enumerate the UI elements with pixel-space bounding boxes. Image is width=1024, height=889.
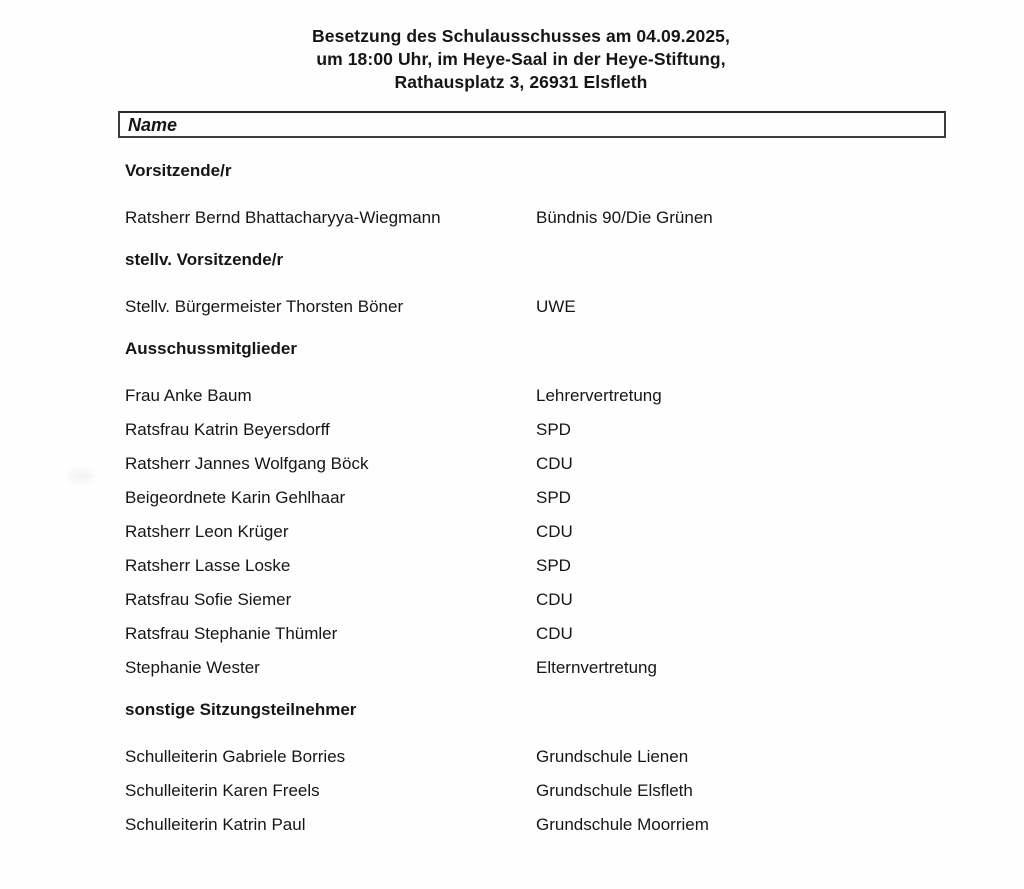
participant-name: Ratsfrau Katrin Beyersdorff bbox=[125, 420, 330, 439]
roster-section bbox=[0, 340, 1024, 677]
participant-name: Ratsherr Jannes Wolfgang Böck bbox=[125, 454, 369, 473]
document-title-line-1: Besetzung des Schulausschusses am 04.09.2025, bbox=[312, 26, 730, 46]
participant-row bbox=[125, 523, 1024, 541]
document-title-line-3: Rathausplatz 3, 26931 Elsfleth bbox=[394, 72, 648, 92]
participant-name: Beigeordnete Karin Gehlhaar bbox=[125, 488, 346, 507]
participant-list bbox=[0, 162, 1024, 834]
participant-row bbox=[125, 489, 1024, 507]
participant-name: Stellv. Bürgermeister Thorsten Böner bbox=[125, 297, 404, 316]
roster-section bbox=[0, 701, 1024, 834]
participant-row bbox=[125, 387, 1024, 405]
participant-row bbox=[125, 625, 1024, 643]
participant-affiliation: Grundschule Elsfleth bbox=[536, 781, 693, 800]
participant-affiliation: SPD bbox=[536, 488, 571, 507]
section-heading: stellv. Vorsitzende/r bbox=[125, 250, 284, 269]
table-header-label: Name bbox=[128, 114, 178, 135]
participant-name: Frau Anke Baum bbox=[125, 386, 252, 405]
participant-affiliation: CDU bbox=[536, 590, 573, 609]
table-header-box bbox=[118, 111, 946, 138]
participant-row bbox=[125, 421, 1024, 439]
participant-affiliation: SPD bbox=[536, 556, 571, 575]
participant-affiliation: CDU bbox=[536, 454, 573, 473]
participant-row bbox=[125, 748, 1024, 766]
section-rows bbox=[0, 298, 1024, 316]
participant-affiliation: CDU bbox=[536, 624, 573, 643]
participant-affiliation: Lehrervertretung bbox=[536, 386, 662, 405]
participant-name: Stephanie Wester bbox=[125, 658, 260, 677]
document-title-line-2: um 18:00 Uhr, im Heye-Saal in der Heye-Stiftung, bbox=[316, 49, 726, 69]
participant-name: Schulleiterin Karen Freels bbox=[125, 781, 320, 800]
participant-name: Schulleiterin Katrin Paul bbox=[125, 815, 306, 834]
participant-row bbox=[125, 455, 1024, 473]
section-heading: sonstige Sitzungsteilnehmer bbox=[125, 700, 357, 719]
roster-section bbox=[0, 162, 1024, 227]
participant-affiliation: CDU bbox=[536, 522, 573, 541]
section-rows bbox=[0, 209, 1024, 227]
participant-name: Ratsherr Bernd Bhattacharyya-Wiegmann bbox=[125, 208, 441, 227]
participant-row bbox=[125, 659, 1024, 677]
participant-row bbox=[125, 591, 1024, 609]
section-rows bbox=[0, 748, 1024, 834]
document-title bbox=[0, 0, 1024, 94]
participant-row bbox=[125, 782, 1024, 800]
section-rows bbox=[0, 387, 1024, 677]
participant-row bbox=[125, 298, 1024, 316]
participant-affiliation: Bündnis 90/Die Grünen bbox=[536, 208, 713, 227]
section-heading: Ausschussmitglieder bbox=[125, 339, 297, 358]
participant-affiliation: Elternvertretung bbox=[536, 658, 657, 677]
participant-row bbox=[125, 816, 1024, 834]
roster-section bbox=[0, 251, 1024, 316]
participant-affiliation: Grundschule Lienen bbox=[536, 747, 689, 766]
participant-affiliation: SPD bbox=[536, 420, 571, 439]
scan-smudge-artifact bbox=[68, 470, 94, 482]
participant-name: Ratsfrau Sofie Siemer bbox=[125, 590, 292, 609]
participant-row bbox=[125, 557, 1024, 575]
participant-name: Schulleiterin Gabriele Borries bbox=[125, 747, 346, 766]
participant-name: Ratsherr Lasse Loske bbox=[125, 556, 291, 575]
participant-row bbox=[125, 209, 1024, 227]
participant-affiliation: Grundschule Moorriem bbox=[536, 815, 709, 834]
participant-name: Ratsherr Leon Krüger bbox=[125, 522, 289, 541]
participant-affiliation: UWE bbox=[536, 297, 576, 316]
participant-name: Ratsfrau Stephanie Thümler bbox=[125, 624, 338, 643]
section-heading: Vorsitzende/r bbox=[125, 161, 232, 180]
